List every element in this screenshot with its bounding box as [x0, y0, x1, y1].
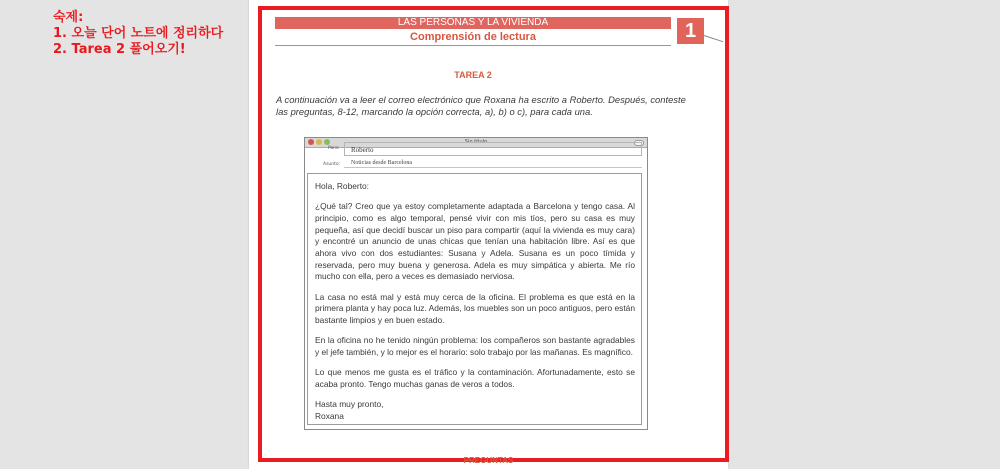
questions-heading: PREGUNTAS — [463, 456, 514, 465]
email-paragraph-3: En la oficina no he tenido ningún problema: los compañeros son bastante agradables y el jefe también, y lo mejor es el horario: solo trabajo por las mañanas. Es magnífico. — [315, 335, 635, 357]
email-paragraph-4: Lo que menos me gusta es el tráfico y la contaminación. Afortunadamente, esto se acaba pronto. Tengo muchas ganas de veros a todos. — [315, 367, 635, 389]
to-label: Para: — [328, 146, 340, 151]
section-band: LAS PERSONAS Y LA VIVIENDA — [275, 17, 671, 29]
homework-item-2: 2. Tarea 2 풀어오기! — [53, 42, 186, 57]
to-field: Roberto — [344, 142, 642, 156]
section-subtitle: Comprensión de lectura — [410, 31, 536, 43]
subject-label: Asunto: — [323, 162, 341, 167]
email-closing: Hasta muy pronto, — [315, 399, 384, 410]
task-instructions: A continuación va a leer el correo electrónico que Roxana ha escrito a Roberto. Después, conteste las preguntas, 8-12, marcando la opción correcta, a), b) o c), para cada una. — [276, 94, 686, 117]
annotation-highlight-frame — [258, 6, 729, 462]
email-window-title: Sin título — [464, 139, 488, 145]
task-title: TAREA 2 — [454, 70, 492, 80]
homework-note — [53, 10, 223, 58]
email-paragraph-1: ¿Qué tal? Creo que ya estoy completamente adaptada a Barcelona y tengo casa. Al principio, como es algo temporal, pensé vivir con mis tíos, pero su casa es muy pequeña, así que decidí buscar un piso para compartir (aquí la vivienda es muy cara) y encontré un anuncio de unas chicas que tenían una habitación libre. Así es que ahora vivo con dos estudiantes: Susana y Adela. Susana es un poco tímida y reservada, pero muy buena y generosa. Adela es muy simpática y abierta. Me río mucho con ella, pero a veces es demasiado nerviosa. — [315, 201, 635, 282]
email-signature: Roxana — [315, 410, 344, 421]
homework-item-1: 1. 오늘 단어 노트에 정리하다 — [53, 26, 224, 41]
subject-field: Noticias desde Barcelona — [351, 160, 412, 166]
email-greeting: Hola, Roberto: — [315, 181, 369, 191]
homework-heading: 숙제: — [53, 10, 84, 25]
unit-number-badge: 1 — [677, 18, 704, 44]
email-paragraph-2: La casa no está mal y está muy cerca de la oficina. El problema es que está en la primera planta y hay poca luz. Además, los muebles son un poco antiguos, pero están bastante limpios y en buen estado. — [315, 291, 635, 326]
